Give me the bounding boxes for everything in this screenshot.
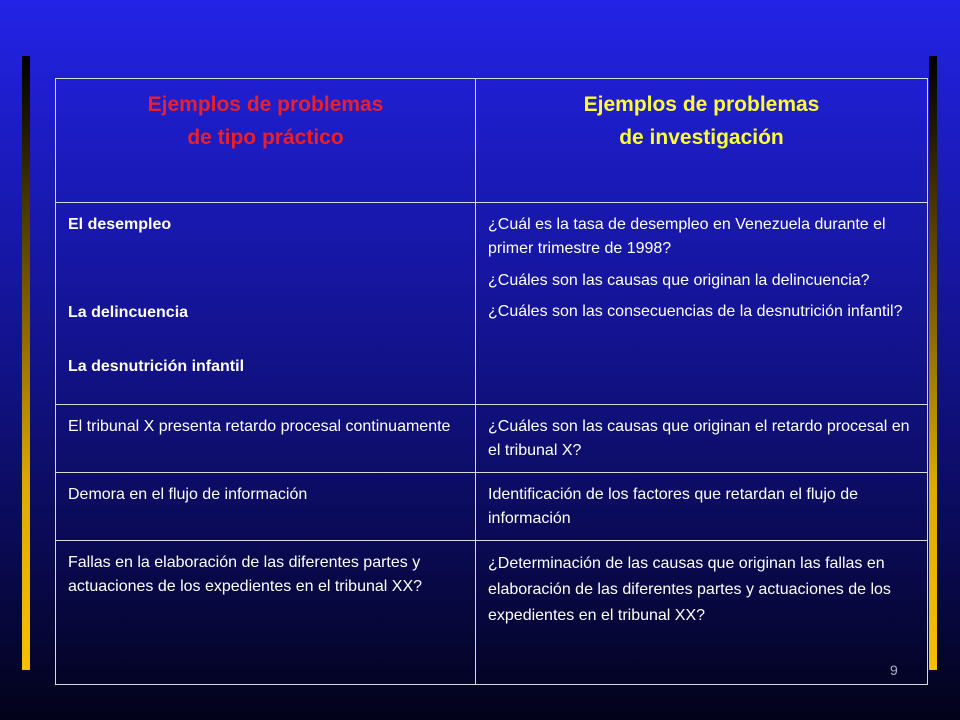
practical-problem-text: Demora en el flujo de información: [68, 486, 308, 503]
header-practical-problems: [56, 79, 476, 203]
practical-problem-text: El tribunal X presenta retardo procesal continuamente: [68, 418, 451, 435]
table-row: [56, 405, 928, 473]
research-problem-text: ¿Cuáles son las causas que originan el retardo procesal en el tribunal X?: [488, 418, 910, 459]
research-problem-text: Identificación de los factores que retardan el flujo de información: [488, 486, 859, 527]
practical-problem-text: La delincuencia: [68, 304, 189, 321]
table-header-row: [56, 79, 928, 203]
research-problem-text: ¿Cuál es la tasa de desempleo en Venezuela durante el primer trimestre de 1998?: [488, 216, 886, 257]
research-problem-text: ¿Cuáles son las causas que originan la delincuencia?: [488, 272, 870, 289]
problems-table: [55, 78, 928, 685]
page-number: 9: [890, 662, 898, 678]
practical-problem-text: El desempleo: [68, 216, 172, 233]
table-row: [56, 203, 928, 405]
research-problem-text: ¿Determinación de las causas que originan las fallas en elaboración de las diferentes partes y actuaciones de los expedientes en el tribunal XX?: [488, 555, 891, 624]
research-problem-cell: [476, 541, 928, 685]
research-problem-cell: [476, 203, 928, 405]
header-right-line1: Ejemplos de problemas: [583, 93, 820, 116]
research-problem-text: ¿Cuáles son las consecuencias de la desnutrición infantil?: [488, 303, 903, 320]
table-row: [56, 473, 928, 541]
practical-problem-cell: [56, 541, 476, 685]
research-problem-cell: [476, 473, 928, 541]
left-accent-bar: [22, 56, 30, 670]
header-right-line2: de investigación: [619, 126, 784, 149]
practical-problem-cell: [56, 203, 476, 405]
header-left-line1: Ejemplos de problemas: [147, 93, 384, 116]
table-row: [56, 541, 928, 685]
practical-problem-text: Fallas en la elaboración de las diferentes partes y actuaciones de los expedientes en el tribunal XX?: [68, 554, 423, 595]
header-research-problems: [476, 79, 928, 203]
research-problem-cell: [476, 405, 928, 473]
practical-problem-text: La desnutrición infantil: [68, 358, 245, 375]
practical-problem-cell: [56, 405, 476, 473]
header-left-line2: de tipo práctico: [187, 126, 344, 149]
right-accent-bar: [929, 56, 937, 670]
practical-problem-cell: [56, 473, 476, 541]
